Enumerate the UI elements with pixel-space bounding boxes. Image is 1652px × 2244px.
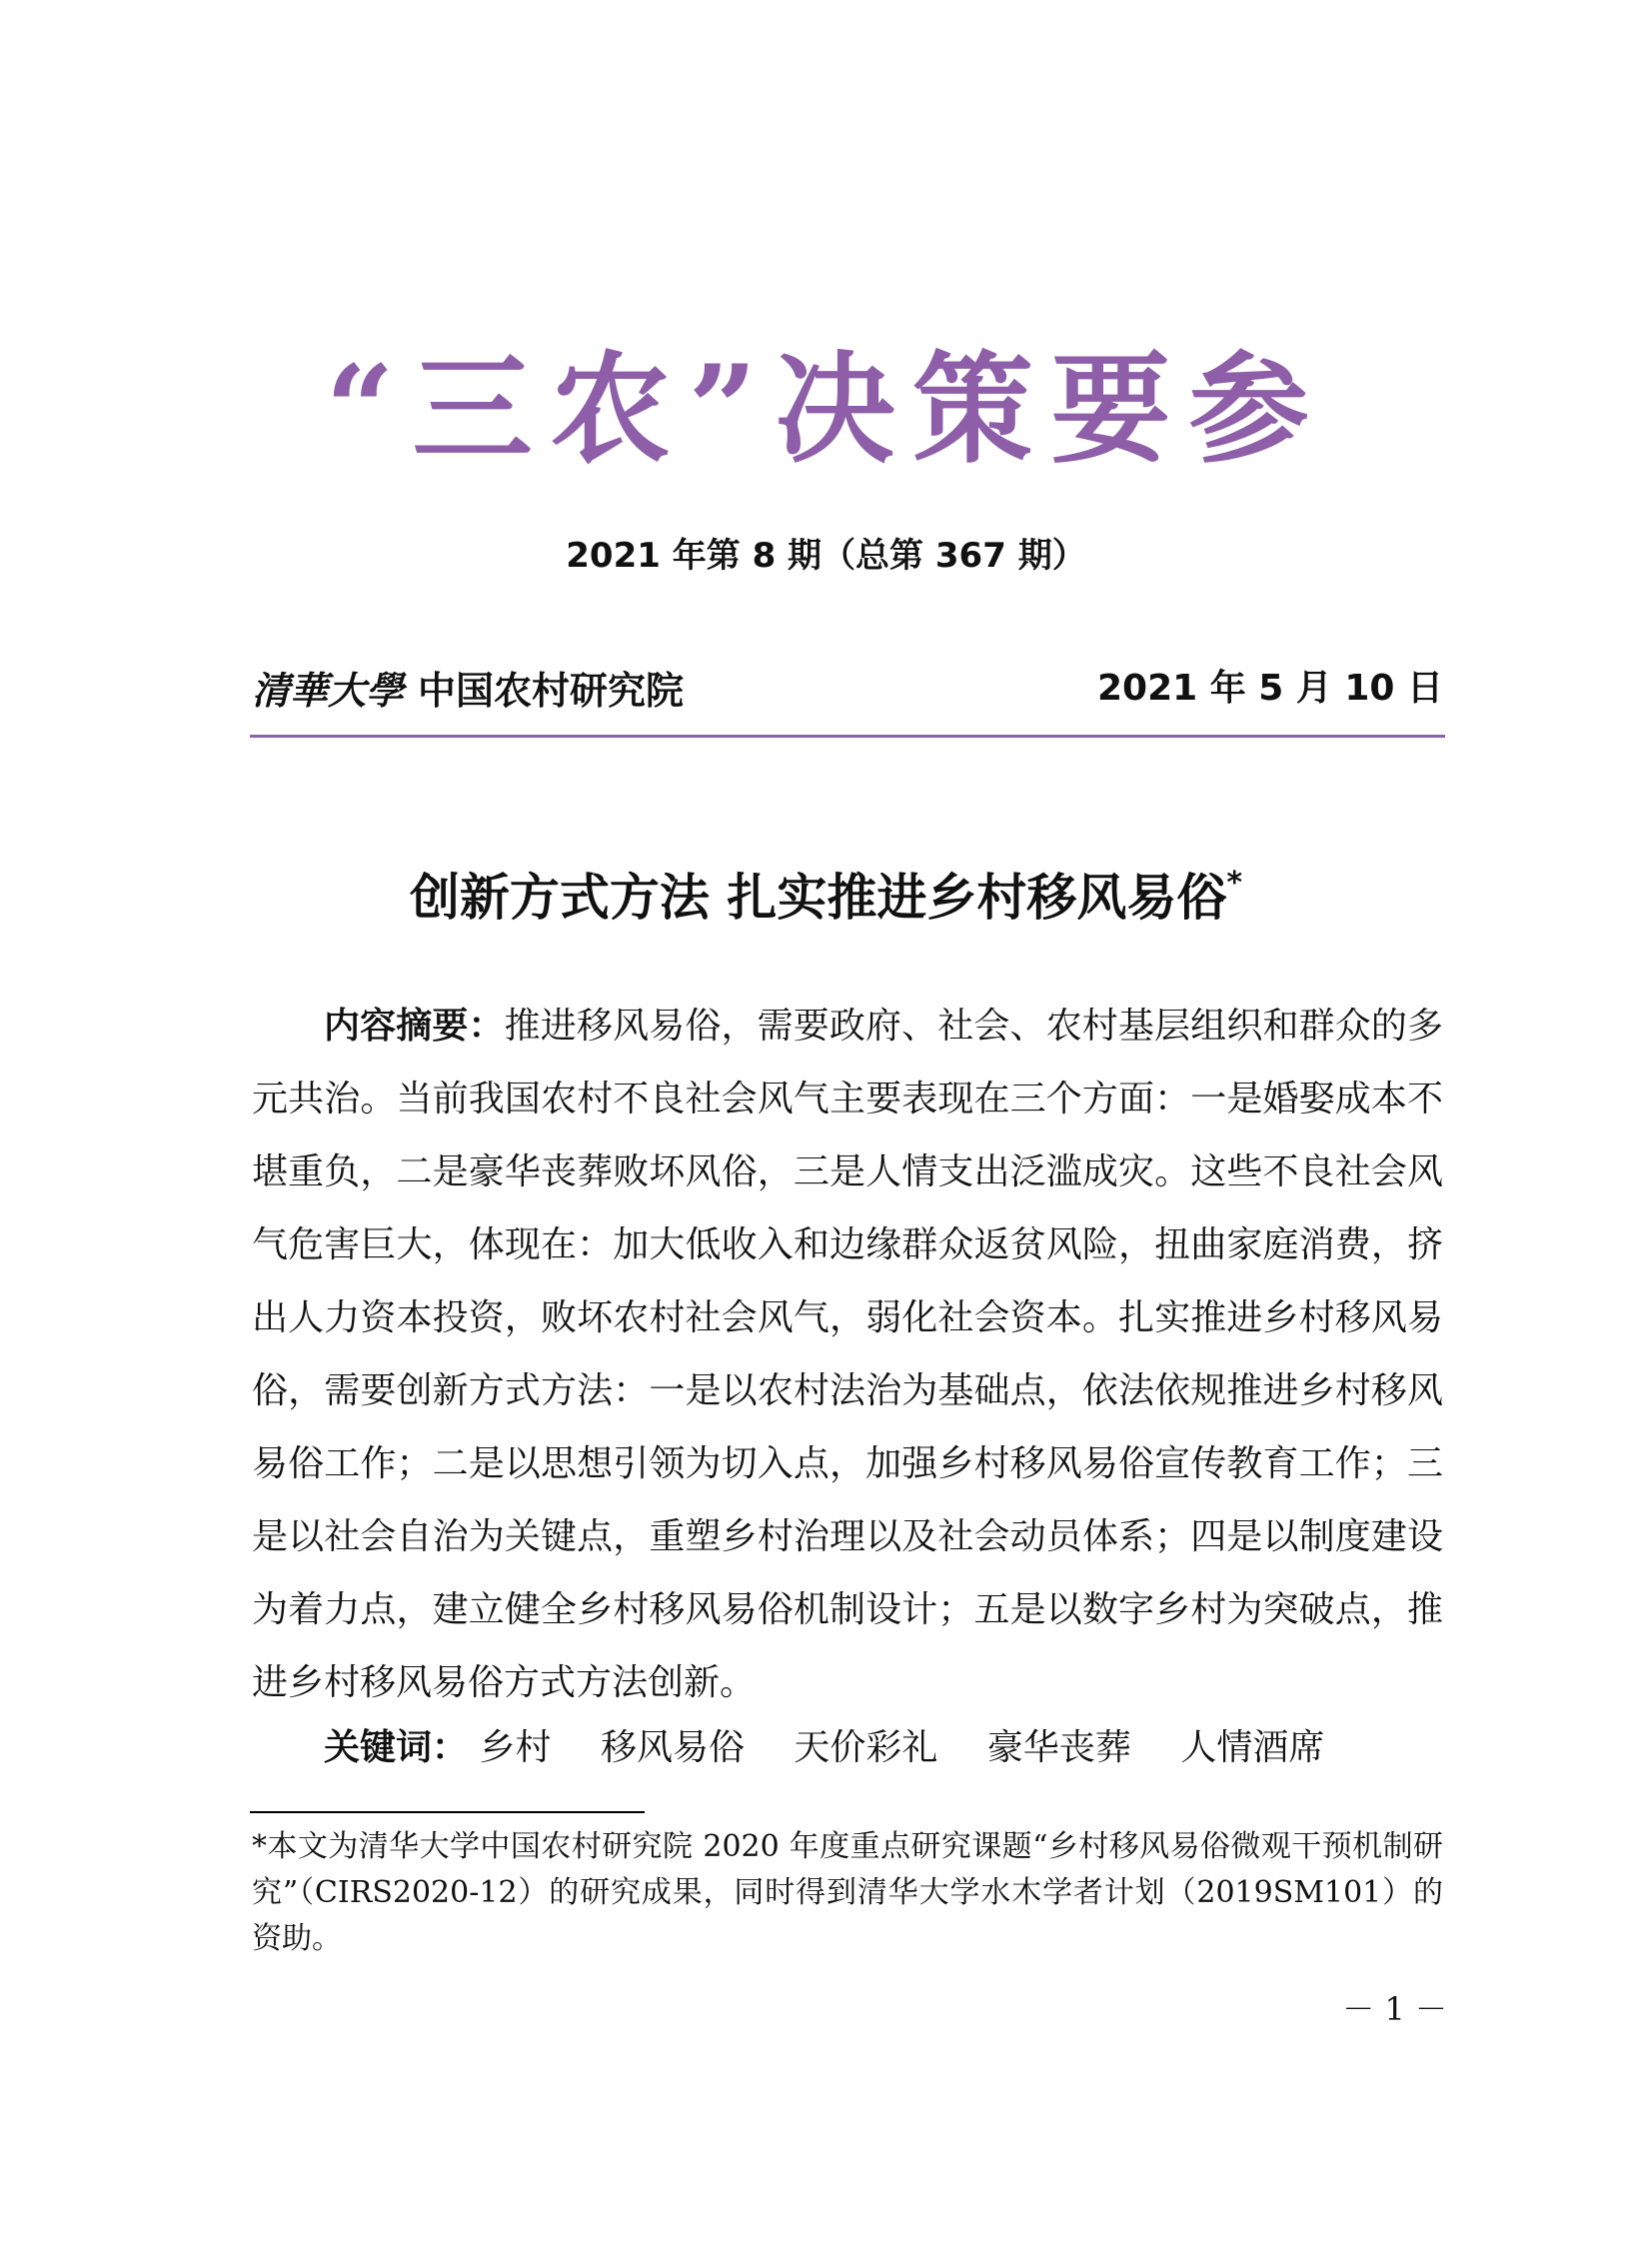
abstract-label: 内容摘要： bbox=[324, 1006, 505, 1047]
footnote-marker: * bbox=[1226, 866, 1243, 901]
keyword: 人情酒席 bbox=[1180, 1727, 1325, 1768]
keyword: 豪华丧葬 bbox=[986, 1727, 1131, 1768]
keywords bbox=[324, 1719, 1362, 1770]
issue-number: 2021 年第 8 期（总第 367 期） bbox=[566, 536, 1086, 576]
institution bbox=[252, 660, 684, 715]
journal-title: “三农”决策要参 bbox=[325, 339, 1327, 480]
keyword: 移风易俗 bbox=[600, 1727, 745, 1768]
header-divider bbox=[250, 735, 1445, 738]
keywords-label: 关键词： bbox=[324, 1727, 469, 1768]
institution-name: 中国农村研究院 bbox=[418, 669, 685, 713]
page-number: － 1 － bbox=[1342, 1990, 1447, 2028]
keyword: 乡村 bbox=[479, 1727, 552, 1768]
article-title-text: 创新方式方法 扎实推进乡村移风易俗 bbox=[409, 869, 1227, 927]
keyword: 天价彩礼 bbox=[794, 1727, 938, 1768]
masthead-row bbox=[252, 660, 1443, 712]
footnote: *本文为清华大学中国农村研究院 2020 年度重点研究课题“乡村移风易俗微观干预机制研究”（CIRS2020-12）的研究成果，同时得到清华大学水木学者计划（2019SM101）的资助。 bbox=[252, 1829, 1443, 1956]
abstract-text: 推进移风易俗，需要政府、社会、农村基层组织和群众的多元共治。当前我国农村不良社会风气主要表现在三个方面：一是婚娶成本不堪重负，二是豪华丧葬败坏风俗，三是人情支出泛滥成灾。这些不良社会风气危害巨大，体现在：加大低收入和边缘群众返贫风险，扭曲家庭消费，挤出人力资本投资，败坏农村社会风气，弱化社会资本。扎实推进乡村移风易俗，需要创新方式方法：一是以农村法治为基础点，依法依规推进乡村移风易俗工作；二是以思想引领为切入点，加强乡村移风易俗宣传教育工作；三是以社会自治为关键点，重塑乡村治理以及社会动员体系；四是以制度建设为着力点，建立健全乡村移风易俗机制设计；五是以数字乡村为突破点，推进乡村移风易俗方式方法创新。 bbox=[252, 1006, 1443, 1703]
article-title bbox=[0, 858, 1652, 930]
footnote-divider bbox=[250, 1811, 645, 1813]
publication-date: 2021 年 5 月 10 日 bbox=[1096, 668, 1443, 709]
abstract bbox=[252, 990, 1443, 1719]
university-logo: 清華大學 bbox=[252, 668, 405, 713]
